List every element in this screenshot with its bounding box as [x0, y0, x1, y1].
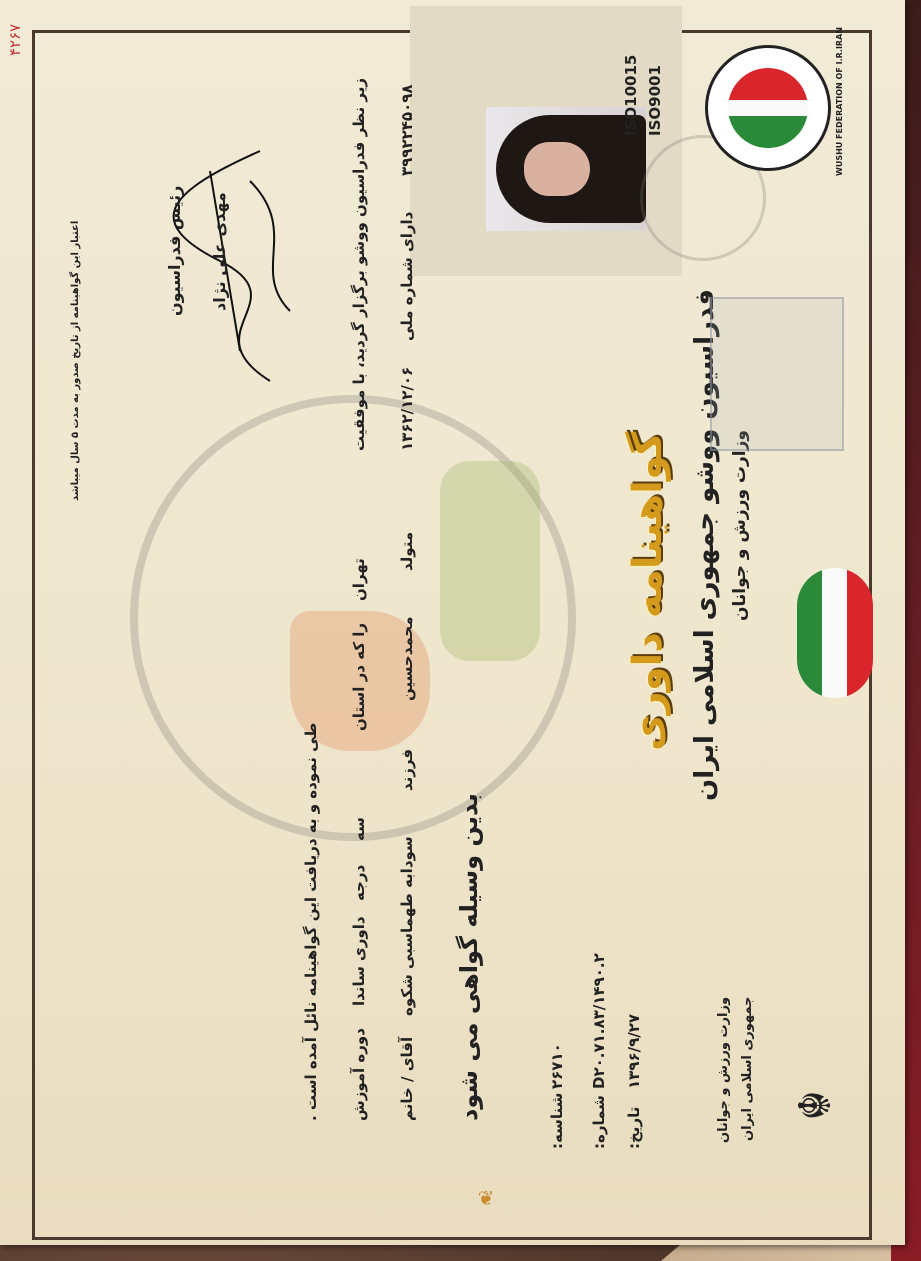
- date-value: ۱۳۹۶/۹/۲۷: [625, 1013, 643, 1089]
- line1-date: ۱۳۶۲/۱۲/۰۶: [398, 366, 416, 451]
- ornament-icon: ❦: [477, 1186, 495, 1210]
- federation-logo-text: WUSHU FEDERATION OF I.R.IRAN: [835, 27, 844, 176]
- iran-emblem-icon: ☬: [790, 1089, 841, 1121]
- ministry-line: وزارت ورزش و جوانان: [730, 430, 750, 621]
- line1-name: سودابه طهماسبی شکوه: [398, 836, 416, 1016]
- line3: طی نموده و به دریافت این گواهینامه نائل آمده است .: [302, 722, 320, 1121]
- line1-born: متولد: [398, 531, 416, 571]
- line1-child: فرزند: [398, 748, 416, 791]
- ministry-sports: وزارت ورزش و جوانان: [716, 996, 731, 1143]
- line1-father: محمدحسین: [398, 616, 416, 701]
- signature-title: رئیس فدراسیون: [165, 185, 184, 316]
- iso-10015: ISO10015: [622, 54, 640, 136]
- signature-name: مهدی علی نژاد: [210, 192, 229, 311]
- iran-flag-icon: [797, 568, 873, 698]
- line2-course: دوره آموزش: [350, 1028, 368, 1121]
- watermark-shape: [440, 461, 540, 661]
- number-label: شماره:: [590, 1095, 608, 1149]
- line2-grade: سه: [350, 817, 368, 841]
- line2-type: داوری ساندا: [350, 916, 368, 1006]
- official-stamp: [710, 297, 844, 451]
- ministry-caption: جمهوری اسلامی ایران: [740, 996, 755, 1141]
- line2-city: تهران: [350, 558, 368, 601]
- certificate-intro: بدین وسیله گواهی می شود: [455, 793, 483, 1121]
- date-label: تاریخ:: [625, 1106, 643, 1149]
- validity-note: اعتبار این گواهینامه از تاریخ صدور به مدت ۵ سال میباشد: [70, 220, 81, 501]
- line2-grade-label: درجه: [350, 864, 368, 901]
- photo-face: [524, 142, 590, 196]
- line1-nid-label: دارای شماره ملی: [398, 211, 416, 341]
- margin-note: ۴۲۶۷: [6, 23, 24, 56]
- line2-place: را که در استان: [350, 622, 368, 731]
- line2-supervision: زیر نظر فدراسیون ووشو برگزار گردید، با موفقیت: [350, 78, 368, 451]
- federation-name: فدراسیون ووشو جمهوری اسلامی ایران: [690, 288, 720, 801]
- federation-logo: [705, 45, 831, 171]
- id-label: شناسه:: [548, 1092, 566, 1149]
- line1-nid: ۳۹۹۲۲۴۵۰۹۸: [398, 84, 416, 176]
- number-value: D۲۰.۷۱.۸۳/۱۴۹۰.۲: [590, 953, 608, 1089]
- certificate-title: گواهینامه داوری: [625, 431, 671, 751]
- iso-9001: ISO9001: [646, 65, 664, 136]
- line1-prefix: آقای / خانم: [398, 1036, 416, 1121]
- id-value: ۲۶۷۱۰: [548, 1043, 566, 1089]
